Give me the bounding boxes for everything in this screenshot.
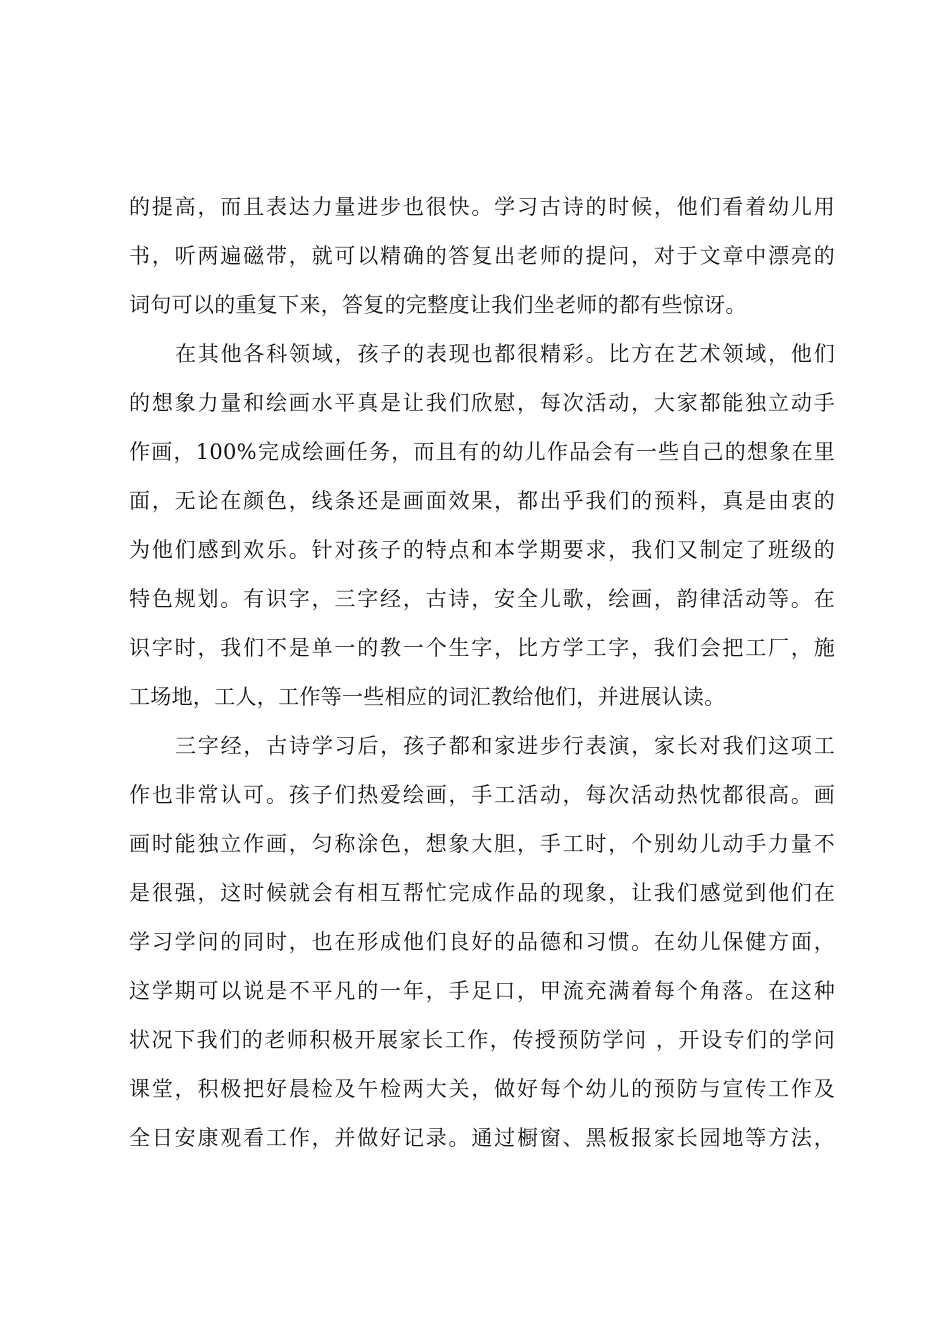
text-line: 是很强，这时候就会有相互帮忙完成作品的现象，让我们感觉到他们在 <box>129 881 835 905</box>
text-line: 作也非常认可。孩子们热爱绘画，手工活动，每次活动热忱都很高。画 <box>129 783 835 807</box>
text-line: 工场地，工人，工作等一些相应的词汇教给他们，并进展认读。 <box>129 685 726 709</box>
text-line: 课堂，积极把好晨检及午检两大关，做好每个幼儿的预防与宣传工作及 <box>129 1077 835 1101</box>
text-line: 三字经，古诗学习后，孩子都和家进步行表演，家长对我们这项工 <box>175 734 835 758</box>
text-line: 在其他各科领域，孩子的表现也都很精彩。比方在艺术领域，他们 <box>175 342 835 366</box>
document-page <box>129 183 835 1163</box>
text-line: 为他们感到欢乐。针对孩子的特点和本学期要求，我们又制定了班级的 <box>129 538 835 562</box>
text-line: 的想象力量和绘画水平真是让我们欣慰，每次活动，大家都能独立动手 <box>129 391 835 415</box>
paragraph-1 <box>129 183 835 330</box>
paragraph-3 <box>129 722 835 1163</box>
text-line: 全日安康观看工作，并做好记录。通过橱窗、黑板报家长园地等方法， <box>129 1126 835 1150</box>
text-line: 特色规划。有识字，三字经，古诗，安全儿歌，绘画，韵律活动等。在 <box>129 587 835 611</box>
text-line: 作画，100%完成绘画任务，而且有的幼儿作品会有一些自己的想象在里 <box>129 440 835 464</box>
text-line: 识字时，我们不是单一的教一个生字，比方学工字，我们会把工厂，施 <box>129 636 835 660</box>
text-line: 的提高，而且表达力量进步也很快。学习古诗的时候，他们看着幼儿用 <box>129 195 835 219</box>
text-line: 这学期可以说是不平凡的一年，手足口，甲流充满着每个角落。在这种 <box>129 979 835 1003</box>
paragraph-2 <box>129 330 835 722</box>
text-line: 词句可以的重复下来，答复的完整度让我们坐老师的都有些惊讶。 <box>129 293 747 317</box>
text-line: 状况下我们的老师积极开展家长工作，传授预防学问 ，开设专们的学问 <box>129 1028 835 1052</box>
text-line: 学习学问的同时，也在形成他们良好的品德和习惯。在幼儿保健方面， <box>129 930 835 954</box>
text-line: 面，无论在颜色，线条还是画面效果，都出乎我们的预料，真是由衷的 <box>129 489 835 513</box>
text-line: 画时能独立作画，匀称涂色，想象大胆，手工时，个别幼儿动手力量不 <box>129 832 835 856</box>
text-line: 书，听两遍磁带，就可以精确的答复出老师的提问，对于文章中漂亮的 <box>129 244 835 268</box>
